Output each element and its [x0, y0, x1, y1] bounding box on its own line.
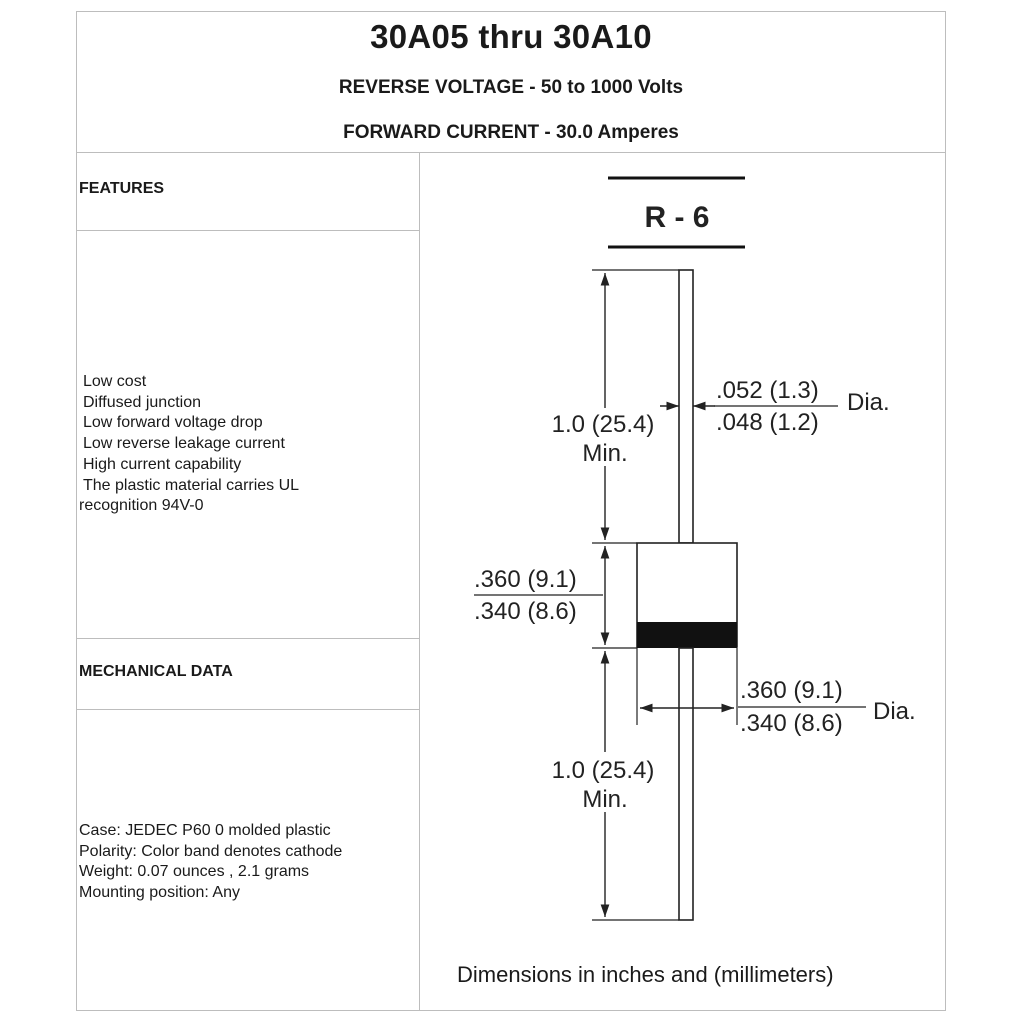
list-item: Polarity: Color band denotes cathode [79, 842, 343, 860]
body-length-min: .340 (8.6) [474, 598, 577, 625]
features-heading: FEATURES [79, 180, 165, 197]
list-item: The plastic material carries UL [83, 476, 300, 494]
lead-length-top-value: 1.0 (25.4) [551, 411, 655, 438]
top-lead [679, 270, 693, 543]
list-item: Low reverse leakage current [83, 435, 285, 453]
lead-dia-min: .048 (1.2) [716, 409, 819, 436]
list-item: Diffused junction [83, 393, 201, 411]
list-item: High current capability [83, 455, 242, 473]
forward-current-spec: FORWARD CURRENT - 30.0 Amperes [343, 122, 679, 143]
lead-length-top-min: Min. [582, 440, 628, 467]
mechanical-heading: MECHANICAL DATA [79, 663, 233, 680]
lead-length-bottom-min: Min. [582, 786, 628, 813]
list-item: Low cost [83, 373, 147, 390]
list-item: Low forward voltage drop [83, 414, 263, 432]
list-item: Weight: 0.07 ounces , 2.1 grams [79, 863, 310, 881]
list-item: Mounting position: Any [79, 884, 240, 902]
body-dia-label: Dia. [873, 698, 916, 725]
body-dia-max: .360 (9.1) [740, 677, 843, 704]
package-name: R - 6 [644, 201, 710, 234]
list-item: recognition 94V-0 [79, 497, 204, 515]
lead-dia-label: Dia. [847, 389, 890, 416]
dimensions-caption: Dimensions in inches and (millimeters) [457, 962, 834, 987]
bottom-lead [679, 648, 693, 920]
part-number-title: 30A05 thru 30A10 [370, 18, 652, 55]
cathode-band [637, 622, 737, 648]
list-item: Case: JEDEC P60 0 molded plastic [79, 822, 331, 839]
reverse-voltage-spec: REVERSE VOLTAGE - 50 to 1000 Volts [338, 77, 684, 98]
lead-length-bottom-value: 1.0 (25.4) [551, 757, 655, 784]
body-length-max: .360 (9.1) [474, 566, 577, 593]
body-dia-min: .340 (8.6) [740, 710, 843, 737]
lead-dia-max: .052 (1.3) [716, 377, 819, 404]
